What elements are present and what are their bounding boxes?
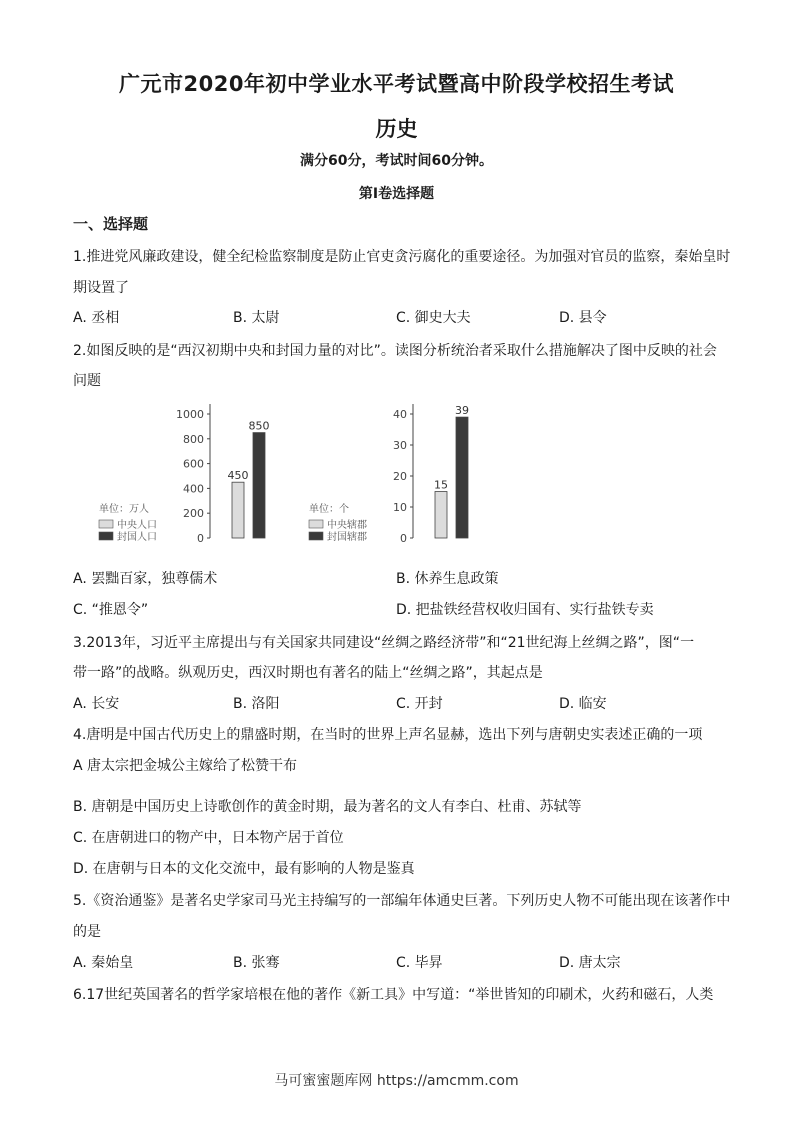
y-tick-label: 20 bbox=[393, 470, 407, 483]
q2-option-b[interactable]: B. 休养生息政策 bbox=[396, 571, 499, 587]
q5-option-c[interactable]: C. 毕昇 bbox=[396, 955, 443, 971]
legend-swatch bbox=[309, 520, 323, 528]
bar-central bbox=[435, 492, 447, 539]
chart-commanderies bbox=[305, 398, 525, 558]
legend-label: 封国人口 bbox=[117, 532, 157, 543]
bar-fiefdom bbox=[456, 417, 468, 538]
subject-title: 历史 bbox=[375, 117, 418, 141]
q5-option-d[interactable]: D. 唐太宗 bbox=[559, 955, 621, 971]
q6-stem-line1: 6.17世纪英国著名的哲学家培根在他的著作《新工具》中写道：“举世皆知的印刷术，火药和磁石，人类 bbox=[73, 987, 714, 1003]
unit-label: 单位：个 bbox=[309, 504, 349, 515]
chart-commanderies-svg bbox=[305, 398, 525, 558]
q2-stem-line2: 问题 bbox=[73, 373, 101, 389]
chart-population-svg bbox=[95, 398, 315, 558]
q3-option-b[interactable]: B. 洛阳 bbox=[233, 696, 280, 712]
q2-option-a[interactable]: A. 罢黜百家，独尊儒术 bbox=[73, 571, 218, 587]
unit-label: 单位：万人 bbox=[99, 504, 149, 515]
y-tick-label: 1000 bbox=[176, 408, 204, 421]
q1-option-a[interactable]: A. 丞相 bbox=[73, 310, 120, 326]
y-tick-label: 400 bbox=[183, 482, 204, 496]
q3-option-d[interactable]: D. 临安 bbox=[559, 696, 607, 712]
footer-watermark: 马可蜜蜜题库网 https://amcmm.com bbox=[274, 1073, 519, 1089]
y-tick-label: 10 bbox=[393, 501, 407, 514]
q1-option-b[interactable]: B. 太尉 bbox=[233, 310, 280, 326]
y-tick-label: 0 bbox=[197, 532, 204, 545]
q4-stem-line1: 4.唐明是中国古代历史上的鼎盛时期，在当时的世界上声名显赫，选出下列与唐朝史实表述正确的一项 bbox=[73, 727, 703, 743]
bar-value-label: 39 bbox=[455, 404, 469, 418]
q5-option-b[interactable]: B. 张骞 bbox=[233, 955, 280, 971]
legend-swatch bbox=[309, 532, 323, 540]
legend-label: 中央辖郡 bbox=[327, 520, 367, 531]
score-info: 满分60分，考试时间60分钟。 bbox=[300, 153, 493, 169]
q4-option-b[interactable]: B. 唐朝是中国历史上诗歌创作的黄金时期，最为著名的文人有李白、杜甫、苏轼等 bbox=[73, 799, 582, 815]
q1-stem-line2: 期设置了 bbox=[73, 280, 129, 296]
q2-stem-line1: 2.如图反映的是“西汉初期中央和封国力量的对比”。读图分析统治者采取什么措施解决了图中反映的社会 bbox=[73, 343, 717, 359]
q5-stem-line1: 5.《资治通鉴》是著名史学家司马光主持编写的一部编年体通史巨著。下列历史人物不可能出现在该著作中 bbox=[73, 893, 731, 909]
q2-option-d[interactable]: D. 把盐铁经营权收归国有、实行盐铁专卖 bbox=[396, 602, 654, 618]
part-title: 第Ⅰ卷选择题 bbox=[358, 186, 435, 202]
y-tick-label: 600 bbox=[183, 457, 204, 471]
q1-option-d[interactable]: D. 县令 bbox=[559, 310, 607, 326]
bar-value-label: 850 bbox=[248, 419, 270, 433]
q3-option-a[interactable]: A. 长安 bbox=[73, 696, 120, 712]
q4-option-c[interactable]: C. 在唐朝进口的物产中，日本物产居于首位 bbox=[73, 830, 344, 846]
bar-fiefdom bbox=[253, 433, 265, 538]
section-title: 一、选择题 bbox=[73, 215, 149, 233]
y-tick-label: 0 bbox=[400, 532, 407, 545]
bar-central bbox=[232, 482, 244, 538]
q4-option-a[interactable]: A 唐太宗把金城公主嫁给了松赞干布 bbox=[73, 758, 298, 774]
legend-swatch bbox=[99, 532, 113, 540]
y-tick-label: 30 bbox=[393, 439, 407, 452]
bar-value-label: 450 bbox=[227, 469, 249, 483]
q5-option-a[interactable]: A. 秦始皇 bbox=[73, 955, 134, 971]
legend-label: 中央人口 bbox=[117, 520, 157, 531]
q5-stem-line2: 的是 bbox=[73, 924, 101, 940]
exam-title: 广元市2020年初中学业水平考试暨高中阶段学校招生考试 bbox=[119, 72, 674, 96]
legend-label: 封国辖郡 bbox=[327, 532, 367, 543]
q4-option-d[interactable]: D. 在唐朝与日本的文化交流中，最有影响的人物是鉴真 bbox=[73, 861, 415, 877]
q3-stem-line2: 带一路”的战略。纵观历史，西汉时期也有著名的陆上“丝绸之路”，其起点是 bbox=[73, 665, 543, 681]
q2-option-c[interactable]: C. “推恩令” bbox=[73, 602, 149, 618]
bar-value-label: 15 bbox=[434, 478, 448, 492]
q1-option-c[interactable]: C. 御史大夫 bbox=[396, 310, 471, 326]
legend-swatch bbox=[99, 520, 113, 528]
y-tick-label: 40 bbox=[393, 408, 407, 421]
y-tick-label: 800 bbox=[183, 432, 204, 446]
q3-stem-line1: 3.2013年，习近平主席提出与有关国家共同建设“丝绸之路经济带”和“21世纪海上丝绸之路”，图“一 bbox=[73, 635, 695, 651]
q1-stem-line1: 1.推进党风廉政建设，健全纪检监察制度是防止官吏贪污腐化的重要途径。为加强对官员的监察，秦始皇时 bbox=[73, 249, 731, 265]
chart-population bbox=[95, 398, 315, 558]
q3-option-c[interactable]: C. 开封 bbox=[396, 696, 443, 712]
y-tick-label: 200 bbox=[183, 507, 204, 521]
